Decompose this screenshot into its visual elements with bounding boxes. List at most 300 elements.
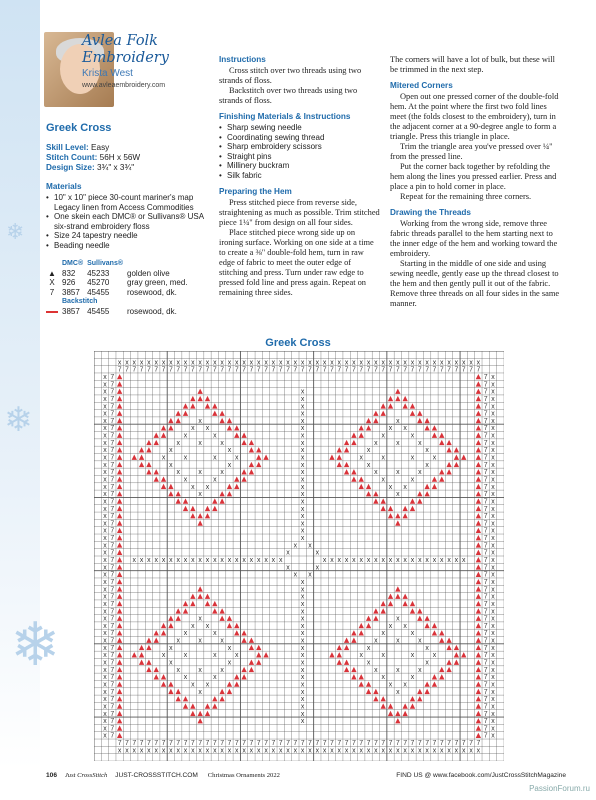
stitch-triangle — [446, 667, 451, 672]
stitch-seven: 7 — [483, 513, 488, 521]
stitch-triangle — [410, 411, 415, 416]
stitch-x: x — [103, 637, 107, 645]
stitch-seven: 7 — [117, 366, 122, 374]
stitch-seven: 7 — [168, 740, 173, 748]
stitch-triangle — [117, 572, 122, 577]
stitch-x: x — [308, 359, 312, 367]
stitch-triangle — [227, 689, 232, 694]
stitch-seven: 7 — [271, 740, 276, 748]
stitch-x: x — [491, 608, 495, 616]
stitch-triangle — [117, 506, 122, 511]
stitch-triangle — [139, 652, 144, 657]
stitch-x: x — [410, 359, 415, 367]
stitch-triangle — [424, 418, 429, 423]
stitch-x: x — [300, 688, 305, 696]
stitch-triangle — [168, 425, 173, 430]
stitch-x: x — [103, 688, 107, 696]
stitch-triangle — [168, 616, 173, 621]
stitch-seven: 7 — [381, 740, 386, 748]
stitch-x: x — [432, 454, 437, 462]
stitch-triangle — [373, 491, 378, 496]
stitch-triangle — [176, 608, 181, 613]
stitch-seven: 7 — [417, 740, 422, 748]
stitch-seven: 7 — [322, 740, 327, 748]
key-col-dmc: DMC® — [62, 259, 84, 267]
stitch-triangle — [176, 418, 181, 423]
stitch-seven: 7 — [154, 366, 159, 374]
stitch-triangle — [476, 703, 481, 708]
stitch-x: x — [103, 469, 107, 477]
stitch-triangle — [476, 506, 481, 511]
stitch-seven: 7 — [483, 476, 488, 484]
stitch-triangle — [476, 462, 481, 467]
stitch-triangle — [476, 425, 481, 430]
stitch-triangle — [351, 674, 356, 679]
stitch-seven: 7 — [110, 674, 115, 682]
stitch-x: x — [264, 359, 268, 367]
stitch-triangle — [117, 645, 122, 650]
stitch-triangle — [219, 498, 224, 503]
stitch-x: x — [103, 564, 107, 572]
stitch-seven: 7 — [256, 740, 261, 748]
stitch-triangle — [337, 455, 342, 460]
stitch-x: x — [249, 359, 254, 367]
stitch-triangle — [256, 645, 261, 650]
stitch-seven: 7 — [110, 564, 115, 572]
stitch-triangle — [234, 484, 239, 489]
author-name: Krista West — [82, 68, 133, 79]
stitch-x: x — [491, 630, 495, 638]
issue-name: Christmas Ornaments 2022 — [207, 772, 280, 779]
stitch-seven: 7 — [110, 410, 115, 418]
stitch-triangle — [234, 630, 239, 635]
stitch-seven: 7 — [278, 366, 283, 374]
stitch-triangle — [227, 491, 232, 496]
stitch-triangle — [198, 718, 203, 723]
stitch-triangle — [337, 652, 342, 657]
stitch-x: x — [300, 491, 305, 499]
stitch-x: x — [352, 557, 356, 565]
stitch-x: x — [183, 747, 188, 755]
stitch-seven: 7 — [110, 557, 115, 565]
stitch-x: x — [300, 637, 305, 645]
stitch-x: x — [213, 359, 217, 367]
stitch-triangle — [227, 418, 232, 423]
stitch-seven: 7 — [125, 366, 129, 374]
stitch-triangle — [344, 645, 349, 650]
stitch-triangle — [234, 681, 239, 686]
stitch-seven: 7 — [315, 366, 320, 374]
stitch-triangle — [241, 667, 246, 672]
stitch-x: x — [249, 557, 254, 565]
snowflake-icon: ❄ — [10, 610, 61, 680]
stitch-seven: 7 — [110, 703, 115, 711]
stitch-x: x — [432, 359, 437, 367]
stitch-triangle — [337, 462, 342, 467]
stitch-seven: 7 — [483, 461, 488, 469]
stitch-x: x — [418, 557, 422, 565]
stitch-x: x — [183, 359, 188, 367]
stitch-triangle — [117, 411, 122, 416]
stitch-x: x — [374, 359, 378, 367]
stitch-x: x — [374, 637, 378, 645]
stitch-seven: 7 — [395, 740, 400, 748]
stitch-triangle — [476, 674, 481, 679]
stitch-x: x — [315, 359, 320, 367]
stitch-x: x — [154, 747, 158, 755]
stitch-x: x — [227, 447, 232, 455]
stitch-seven: 7 — [176, 366, 181, 374]
stitch-triangle — [424, 491, 429, 496]
stitch-triangle — [146, 440, 151, 445]
stitch-triangle — [146, 667, 151, 672]
stitch-x: x — [381, 359, 385, 367]
stitch-triangle — [344, 462, 349, 467]
stitch-x: x — [359, 747, 363, 755]
stitch-triangle — [366, 491, 371, 496]
stitch-triangle — [117, 491, 122, 496]
stitch-x: x — [103, 666, 107, 674]
stitch-triangle — [476, 630, 481, 635]
stitch-triangle — [410, 696, 415, 701]
stitch-triangle — [381, 411, 386, 416]
stitch-triangle — [476, 440, 481, 445]
stitch-x: x — [300, 447, 305, 455]
stitch-x: x — [103, 439, 107, 447]
stitch-seven: 7 — [110, 549, 115, 557]
stitch-seven: 7 — [469, 366, 473, 374]
facebook-link[interactable]: FIND US @ www.facebook.com/JustCrossStitchMagazine — [396, 772, 566, 779]
stitch-triangle — [183, 601, 188, 606]
stitch-seven: 7 — [447, 366, 452, 374]
stitch-x: x — [103, 425, 107, 433]
stitch-seven: 7 — [110, 681, 115, 689]
stitch-x: x — [491, 688, 495, 696]
stitch-x: x — [491, 388, 495, 396]
stitch-seven: 7 — [110, 491, 115, 499]
stitch-x: x — [103, 718, 107, 726]
stitch-triangle — [212, 608, 217, 613]
column-1 — [46, 123, 208, 317]
stitch-triangle — [263, 652, 268, 657]
chart-title: Greek Cross — [265, 337, 331, 349]
stitch-x: x — [161, 557, 166, 565]
stitch-triangle — [432, 630, 437, 635]
stitch-triangle — [432, 484, 437, 489]
stitch-triangle — [168, 689, 173, 694]
stitch-x: x — [300, 520, 305, 528]
stitch-triangle — [227, 623, 232, 628]
stitch-triangle — [139, 447, 144, 452]
stitch-x: x — [103, 527, 107, 535]
stitch-x: x — [147, 747, 151, 755]
stitch-x: x — [366, 359, 371, 367]
stitch-triangle — [381, 506, 386, 511]
materials-heading: Materials — [46, 182, 82, 191]
stitch-triangle — [439, 433, 444, 438]
stitch-x: x — [103, 732, 107, 740]
stitch-x: x — [374, 469, 378, 477]
stitch-triangle — [381, 498, 386, 503]
stitch-seven: 7 — [322, 366, 327, 374]
stitch-triangle — [139, 660, 144, 665]
stitch-triangle — [410, 703, 415, 708]
stitch-seven: 7 — [110, 600, 115, 608]
stitch-x: x — [300, 630, 305, 638]
stitch-triangle — [410, 506, 415, 511]
stitch-triangle — [432, 674, 437, 679]
stitch-x: x — [183, 432, 188, 440]
stitch-triangle — [410, 403, 415, 408]
stitch-seven: 7 — [110, 447, 115, 455]
stitch-triangle — [410, 608, 415, 613]
stitch-triangle — [154, 638, 159, 643]
stitch-x: x — [235, 454, 239, 462]
stitch-triangle — [366, 623, 371, 628]
stitch-x: x — [469, 747, 473, 755]
stitch-triangle — [476, 469, 481, 474]
stitch-triangle — [395, 513, 400, 518]
stitch-triangle — [117, 601, 122, 606]
stitch-x: x — [293, 571, 298, 579]
stitch-triangle — [241, 469, 246, 474]
stitch-seven: 7 — [483, 732, 488, 740]
stitch-seven: 7 — [373, 366, 378, 374]
stitch-x: x — [403, 747, 407, 755]
stitch-triangle — [256, 652, 261, 657]
stitch-seven: 7 — [264, 366, 268, 374]
stitch-triangle — [227, 616, 232, 621]
stitch-x: x — [103, 622, 107, 630]
stitch-triangle — [351, 433, 356, 438]
stitch-seven: 7 — [483, 527, 488, 535]
stitch-triangle — [476, 718, 481, 723]
floss-key — [46, 259, 192, 317]
stitch-x: x — [440, 747, 444, 755]
stitch-triangle — [117, 513, 122, 518]
stitch-x: x — [117, 747, 122, 755]
stitch-x: x — [183, 652, 188, 660]
stitch-seven: 7 — [330, 740, 334, 748]
stitch-x: x — [227, 359, 232, 367]
stitch-triangle — [388, 594, 393, 599]
stitch-x: x — [191, 622, 195, 630]
stitch-triangle — [154, 469, 159, 474]
stitch-seven: 7 — [483, 652, 488, 660]
stitch-seven: 7 — [410, 366, 415, 374]
stitch-triangle — [381, 696, 386, 701]
stitch-triangle — [117, 718, 122, 723]
stitch-count: Stitch Count: 56H x 56W — [46, 153, 141, 162]
stitch-triangle — [432, 476, 437, 481]
stitch-triangle — [117, 681, 122, 686]
stitch-x: x — [169, 447, 173, 455]
stitch-triangle — [388, 711, 393, 716]
stitch-seven: 7 — [110, 381, 115, 389]
stitch-triangle — [161, 681, 166, 686]
stitch-x: x — [220, 747, 224, 755]
list-item: • Size 24 tapestry needle — [46, 231, 208, 241]
stitch-x: x — [103, 710, 107, 718]
stitch-seven: 7 — [395, 366, 400, 374]
stitch-triangle — [117, 476, 122, 481]
stitch-seven: 7 — [154, 740, 159, 748]
stitch-seven: 7 — [110, 388, 115, 396]
stitch-x: x — [191, 747, 195, 755]
stitch-seven: 7 — [483, 483, 488, 491]
stitch-triangle — [373, 616, 378, 621]
stitch-x: x — [491, 483, 495, 491]
stitch-x: x — [491, 578, 495, 586]
stitch-seven: 7 — [110, 520, 115, 528]
stitch-x: x — [359, 359, 363, 367]
stitch-triangle — [161, 476, 166, 481]
stitch-x: x — [476, 747, 481, 755]
stitch-seven: 7 — [110, 630, 115, 638]
stitch-seven: 7 — [110, 615, 115, 623]
stitch-seven: 7 — [344, 366, 349, 374]
stitch-x: x — [300, 696, 305, 704]
stitch-seven: 7 — [300, 366, 305, 374]
stitch-seven: 7 — [110, 688, 115, 696]
stitch-x: x — [191, 359, 195, 367]
stitch-x: x — [242, 747, 246, 755]
stitch-seven: 7 — [483, 622, 488, 630]
stitch-triangle — [476, 623, 481, 628]
stitch-triangle — [454, 652, 459, 657]
stitch-triangle — [403, 601, 408, 606]
stitch-x: x — [198, 615, 202, 623]
stitch-triangle — [117, 703, 122, 708]
stitch-triangle — [395, 718, 400, 723]
stitch-seven: 7 — [176, 740, 181, 748]
stitch-triangle — [168, 623, 173, 628]
stitch-x: x — [491, 505, 495, 513]
stitch-triangle — [476, 667, 481, 672]
stitch-triangle — [117, 542, 122, 547]
stitch-triangle — [476, 564, 481, 569]
stitch-x: x — [454, 747, 459, 755]
stitch-triangle — [161, 630, 166, 635]
stitch-seven: 7 — [242, 740, 247, 748]
stitch-triangle — [344, 660, 349, 665]
stitch-x: x — [425, 359, 429, 367]
stitch-x: x — [491, 732, 495, 740]
stitch-seven: 7 — [278, 740, 283, 748]
stitch-x: x — [103, 725, 107, 733]
stitch-x: x — [308, 747, 312, 755]
stitch-seven: 7 — [110, 644, 115, 652]
list-item: • Millinery buckram — [219, 161, 381, 171]
stitch-triangle — [154, 433, 159, 438]
snowflake-icon: ❄ — [4, 400, 33, 440]
stitch-seven: 7 — [110, 622, 115, 630]
stitch-x: x — [388, 557, 393, 565]
stitch-seven: 7 — [476, 740, 481, 748]
stitch-triangle — [117, 667, 122, 672]
stitch-triangle — [176, 616, 181, 621]
stitch-seven: 7 — [205, 740, 210, 748]
stitch-triangle — [146, 645, 151, 650]
stitch-x: x — [286, 549, 290, 557]
stitch-triangle — [117, 455, 122, 460]
stitch-x: x — [418, 637, 422, 645]
stitch-triangle — [351, 630, 356, 635]
stitch-seven: 7 — [220, 740, 225, 748]
stitch-seven: 7 — [315, 740, 320, 748]
stitch-triangle — [476, 476, 481, 481]
stitch-x: x — [256, 557, 261, 565]
stitch-seven: 7 — [373, 740, 378, 748]
stitch-triangle — [161, 623, 166, 628]
stitch-x: x — [447, 557, 451, 565]
author-website: www.avleaembroidery.com — [82, 82, 166, 89]
stitch-triangle — [117, 440, 122, 445]
stitch-seven: 7 — [483, 549, 488, 557]
stitch-x: x — [271, 359, 276, 367]
stitch-triangle — [454, 455, 459, 460]
stitch-seven: 7 — [183, 740, 188, 748]
stitch-x: x — [418, 747, 422, 755]
stitch-triangle — [366, 484, 371, 489]
stitch-x: x — [315, 747, 320, 755]
stitch-x: x — [300, 498, 305, 506]
stitch-triangle — [117, 638, 122, 643]
stitch-seven: 7 — [110, 425, 115, 433]
stitch-triangle — [403, 703, 408, 708]
stitch-x: x — [381, 432, 385, 440]
stitch-triangle — [476, 520, 481, 525]
stitch-triangle — [351, 667, 356, 672]
stitch-x: x — [366, 659, 371, 667]
stitch-x: x — [271, 747, 276, 755]
stitch-triangle — [373, 696, 378, 701]
stitch-triangle — [476, 455, 481, 460]
magazine-site: JUST-CROSSSTITCH.COM — [115, 772, 198, 779]
stitch-triangle — [476, 733, 481, 738]
stitch-x: x — [103, 652, 107, 660]
stitch-seven: 7 — [110, 593, 115, 601]
stitch-x: x — [103, 410, 107, 418]
stitch-x: x — [300, 674, 305, 682]
stitch-triangle — [388, 513, 393, 518]
stitch-triangle — [161, 425, 166, 430]
stitch-x: x — [264, 557, 268, 565]
stitch-x: x — [366, 461, 371, 469]
stitch-seven: 7 — [483, 557, 488, 565]
stitch-triangle — [476, 484, 481, 489]
stitch-x: x — [388, 747, 393, 755]
stitch-triangle — [117, 535, 122, 540]
stitch-x: x — [300, 593, 305, 601]
stitch-triangle — [241, 440, 246, 445]
stitch-x: x — [242, 359, 246, 367]
stitch-triangle — [176, 498, 181, 503]
stitch-triangle — [227, 681, 232, 686]
stitch-triangle — [388, 703, 393, 708]
stitch-x: x — [491, 593, 495, 601]
stitch-x: x — [491, 542, 495, 550]
stitch-triangle — [381, 608, 386, 613]
list-item: • Coordinating sewing thread — [219, 133, 381, 143]
list-item: • Beading needle — [46, 241, 208, 251]
stitch-triangle — [117, 586, 122, 591]
stitch-triangle — [446, 645, 451, 650]
stitch-seven: 7 — [483, 630, 488, 638]
stitch-x: x — [205, 359, 210, 367]
stitch-seven: 7 — [117, 740, 122, 748]
stitch-triangle — [439, 630, 444, 635]
